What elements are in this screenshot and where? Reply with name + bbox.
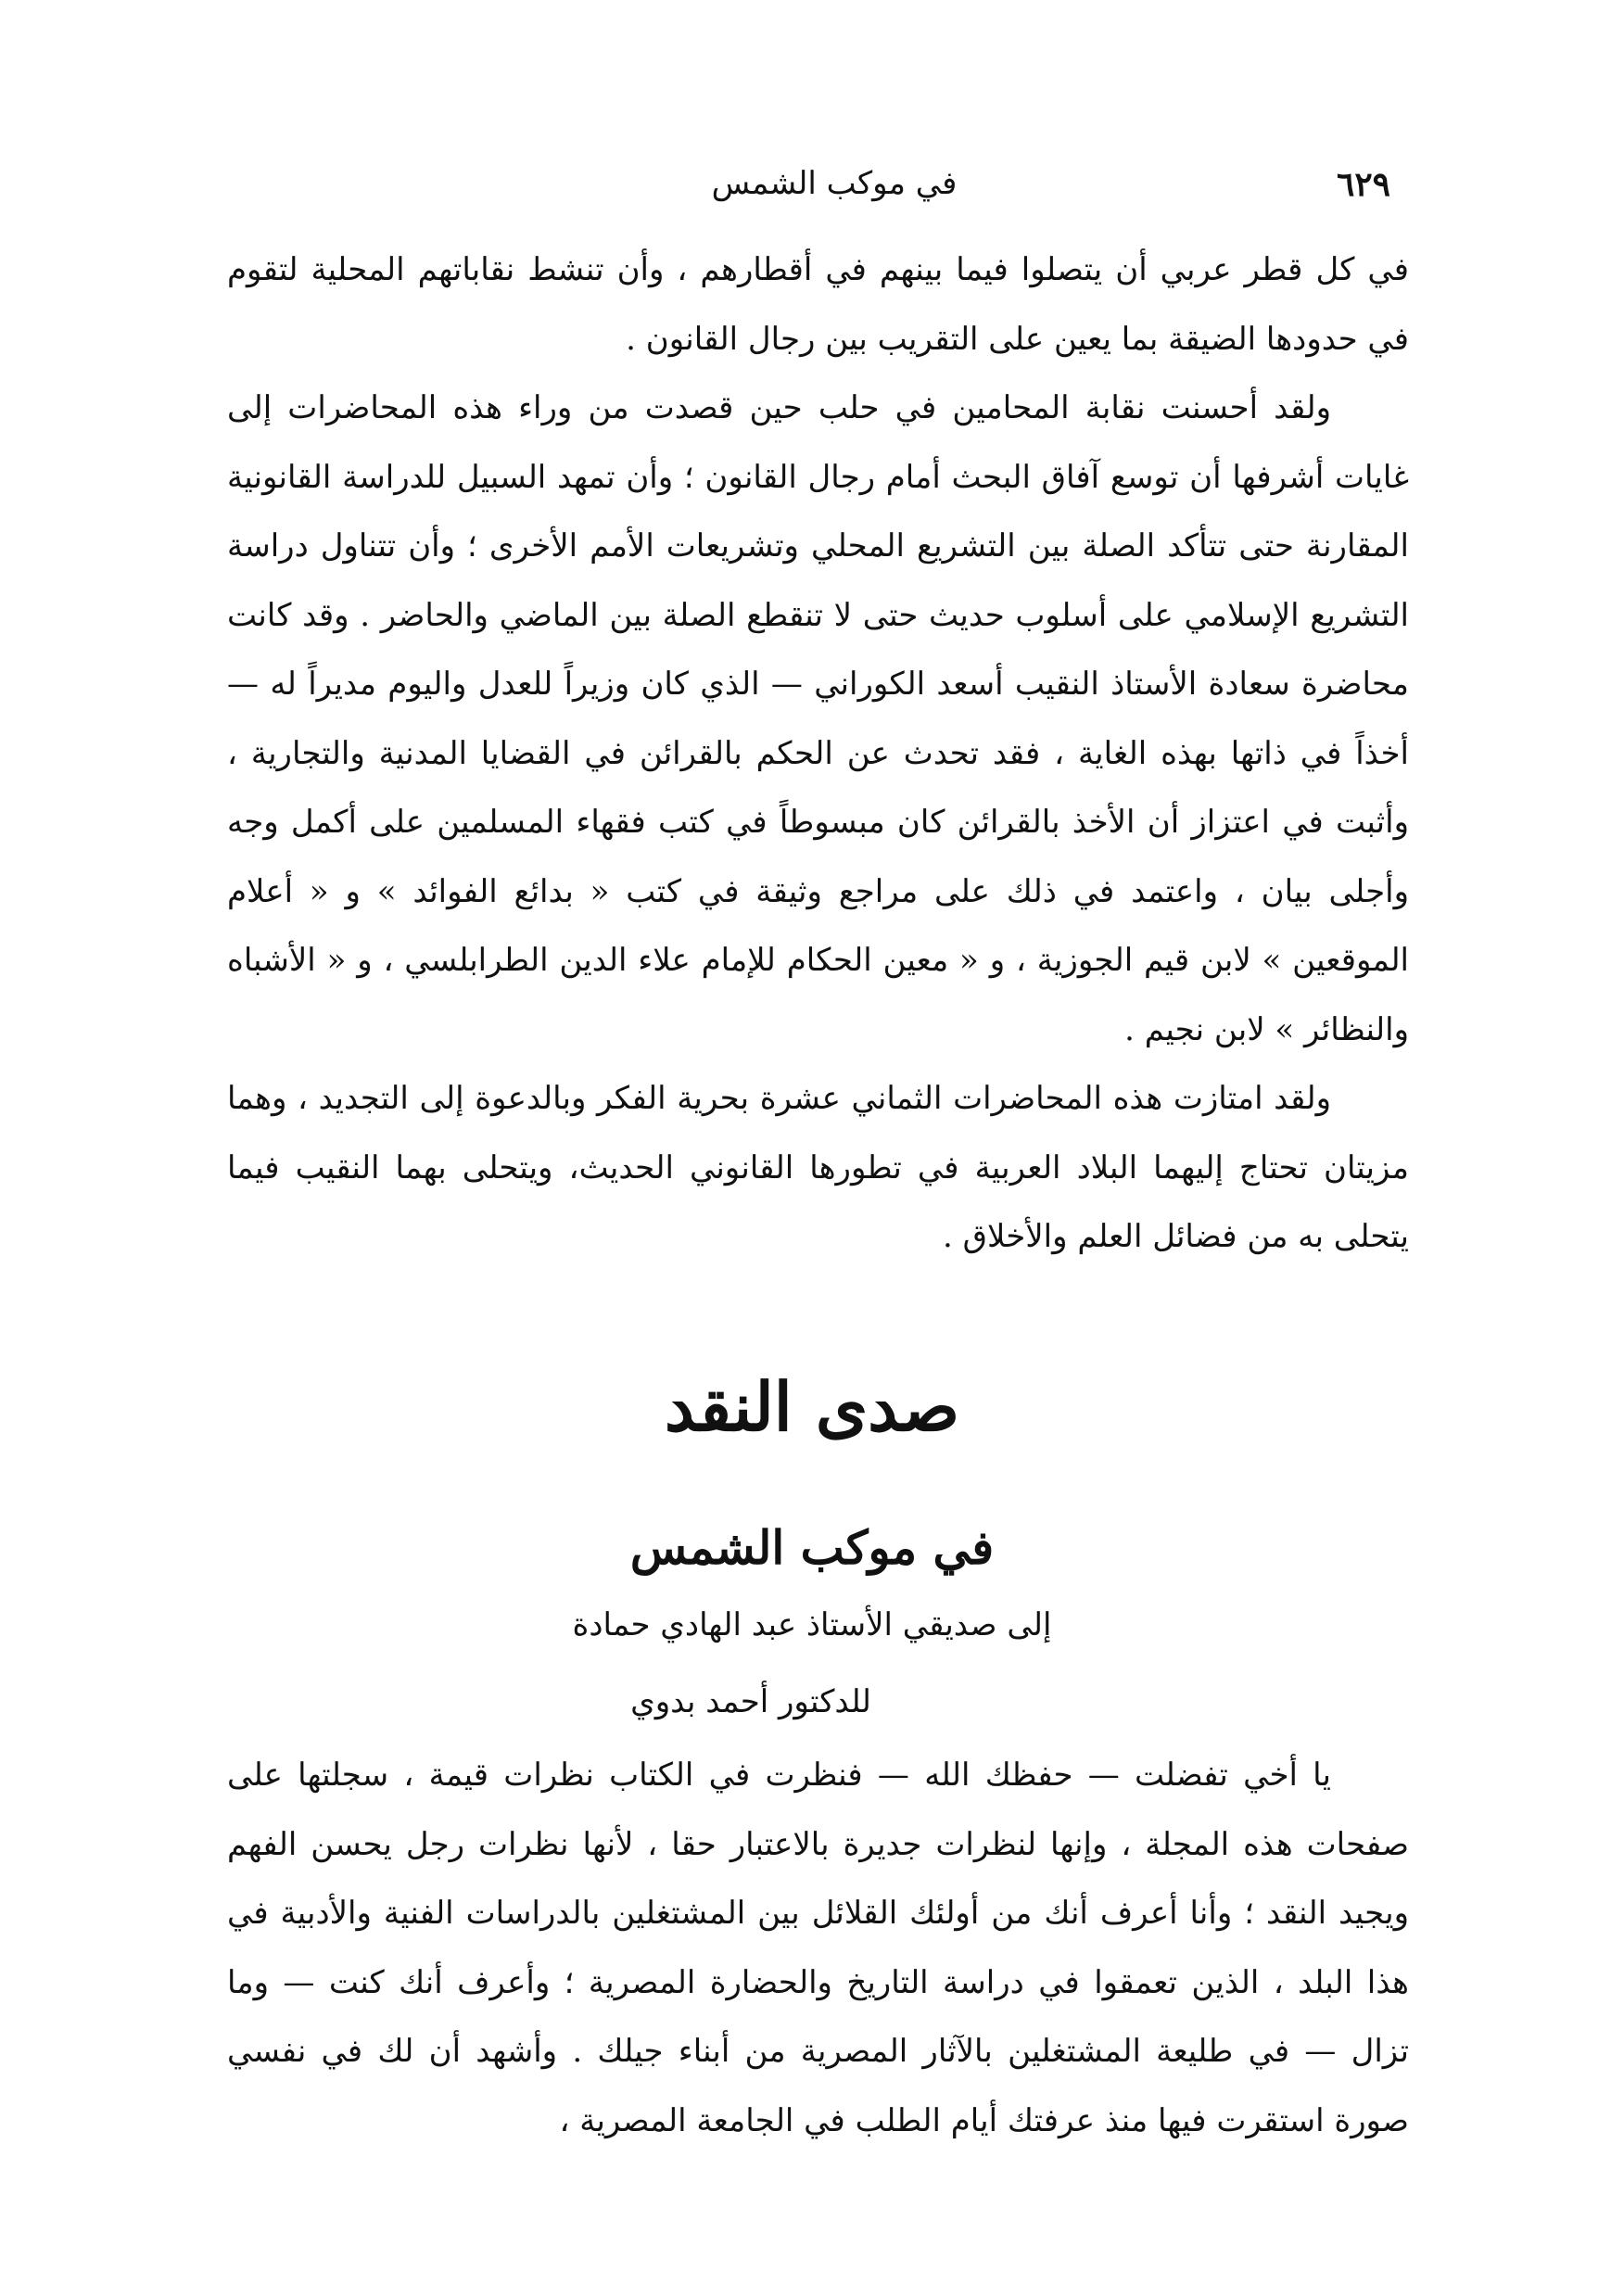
author-byline: للدكتور أحمد بدوي (630, 1683, 871, 1720)
paragraph: في كل قطر عربي أن يتصلوا فيما بينهم في أقطارهم ، وأن تنشط نقاباتهم المحلية لتقوم في حدودها الضيقة بما يعين على التقريب بين رجال القانون . (227, 251, 1409, 358)
continuation-text (227, 235, 1409, 1272)
paragraph: يا أخي تفضلت — حفظك الله — فنظرت في الكتاب نظرات قيمة ، سجلتها على صفحات هذه المجلة ، وإنها لنظرات جديرة بالاعتبار حقا ، لأنها نظرات رجل يحسن الفهم ويجيد النقد ؛ وأنا أعرف أنك من أولئك القلائل بين المشتغلين بالدراسات الفنية والأدبية في هذا البلد ، الذين تعمقوا في دراسة التاريخ والحضارة المصرية ؛ وأعرف أنك كنت — وما تزال — في طليعة المشتغلين بالآثار المصرية من أبناء جيلك . وأشهد أن لك في نفسي صورة استقرت فيها منذ عرفتك أيام الطلب في الجامعة المصرية ، (227, 1757, 1409, 2139)
paragraph: ولقد امتازت هذه المحاضرات الثماني عشرة بحرية الفكر وبالدعوة إلى التجديد ، وهما مزيتان تحتاج إليهما البلاد العربية في تطورها القانوني الحديث، ويتحلى بهما النقيب فيما يتحلى به من فضائل العلم والأخلاق . (227, 1080, 1409, 1255)
running-title: في موكب الشمس (711, 165, 958, 202)
page-number: ٦٢٩ (1336, 165, 1390, 204)
paragraph: ولقد أحسنت نقابة المحامين في حلب حين قصدت من وراء هذه المحاضرات إلى غايات أشرفها أن توسع آفاق البحث أمام رجال القانون ؛ وأن تمهد السبيل للدراسة القانونية المقارنة حتى تتأكد الصلة بين التشريع المحلي وتشريعات الأمم الأخرى ؛ وأن تتناول دراسة التشريع الإسلامي على أسلوب حديث حتى لا تنقطع الصلة بين الماضي والحاضر . وقد كانت محاضرة سعادة الأستاذ النقيب أسعد الكوراني — الذي كان وزيراً للعدل واليوم مديراً له — أخذاً في ذاتها بهذه الغاية ، فقد تحدث عن الحكم بالقرائن في القضايا المدنية والتجارية ، وأثبت في اعتزاز أن الأخذ بالقرائن كان مبسوطاً في كتب فقهاء المسلمين على أكمل وجه وأجلى بيان ، واعتمد في ذلك على مراجع وثيقة في كتب « بدائع الفوائد » و « أعلام الموقعين » لابن قيم الجوزية ، و « معين الحكام للإمام علاء الدين الطرابلسي ، و « الأشباه والنظائر » لابن نجيم . (227, 389, 1409, 1048)
article-title: في موكب الشمس (629, 1520, 995, 1575)
article-text (227, 1741, 1409, 2155)
page-header (278, 165, 1390, 221)
section-title: صدى النقد (664, 1367, 960, 1446)
dedication: إلى صديقي الأستاذ عبد الهادي حمادة (572, 1606, 1052, 1643)
